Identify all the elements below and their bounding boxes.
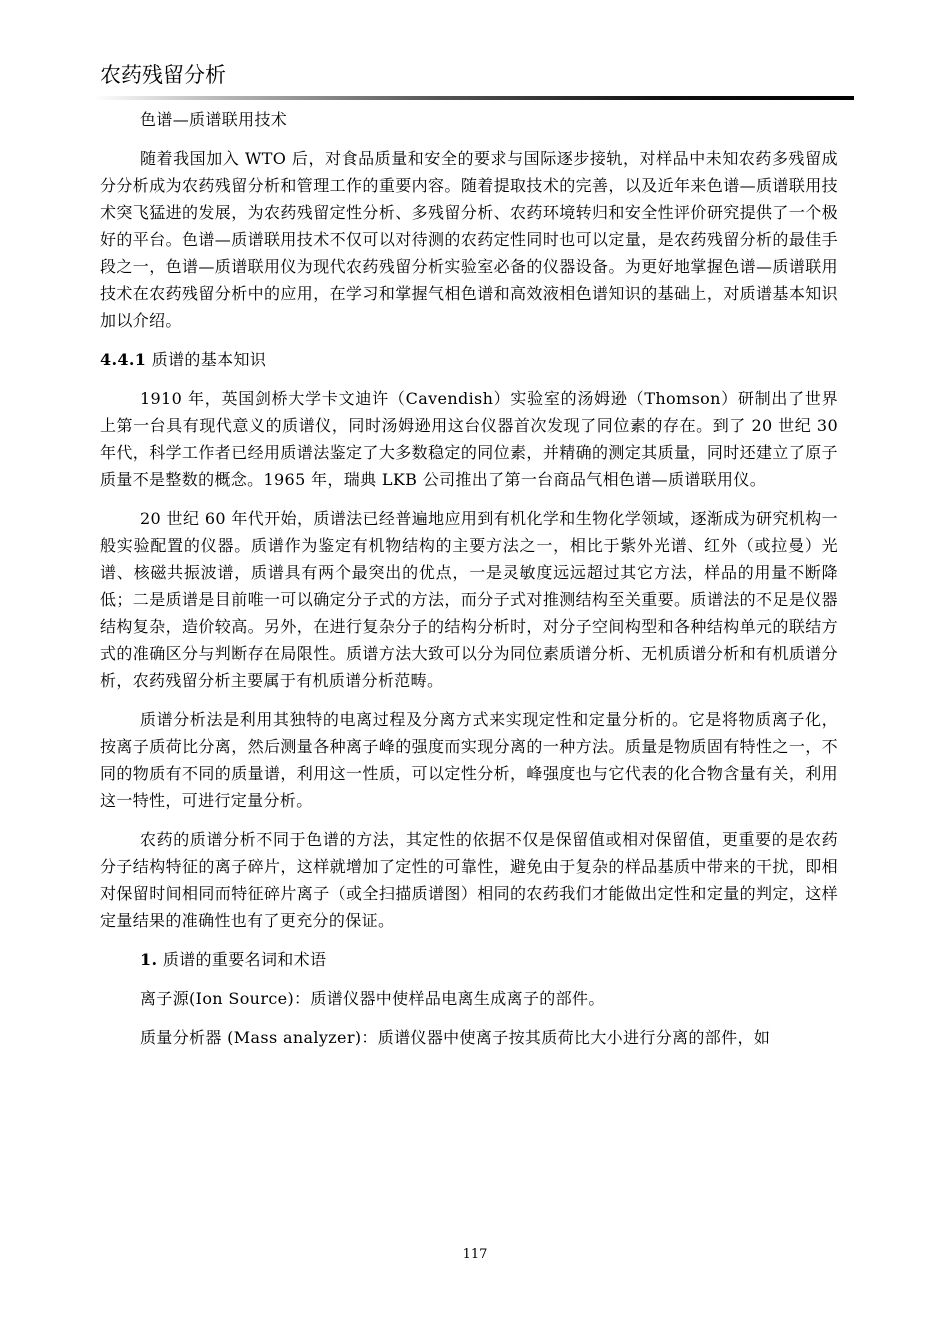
term-mass-analyzer: 质量分析器 (Mass analyzer)：质谱仪器中使离子按其质荷比大小进行分离的部件，如	[140, 1028, 771, 1047]
body-paragraph-principle: 质谱分析法是利用其独特的电离过程及分离方式来实现定性和定量分析的。它是将物质离子化，按离子质荷比分离，然后测量各种离子峰的强度而实现分离的一种方法。质量是物质固有特性之一，不同的物质有不同的质量谱，利用这一性质，可以定性分析，峰强度也与它代表的化合物含量有关，利用这一特性，可进行定量分析。	[100, 710, 838, 810]
section-title: 色谱—质谱联用技术	[140, 110, 288, 129]
intro-paragraph: 随着我国加入 WTO 后，对食品质量和安全的要求与国际逐步接轨，对样品中未知农药多残留成分分析成为农药残留分析和管理工作的重要内容。随着提取技术的完善，以及近年来色谱—质谱联用技术突飞猛进的发展，为农药残留定性分析、多残留分析、农药环境转归和安全性评价研究提供了一个极好的平台。色谱—质谱联用技术不仅可以对待测的农药定性同时也可以定量，是农药残留分析的最佳手段之一，色谱—质谱联用仪为现代农药残留分析实验室必备的仪器设备。为更好地掌握色谱—质谱联用技术在农药残留分析中的应用，在学习和掌握气相色谱和高效液相色谱知识的基础上，对质谱基本知识加以介绍。	[100, 149, 838, 330]
body-paragraph-history: 1910 年，英国剑桥大学卡文迪许（Cavendish）实验室的汤姆逊（Thomson）研制出了世界上第一台具有现代意义的质谱仪，同时汤姆逊用这台仪器首次发现了同位素的存在。到了 20 世纪 30 年代，科学工作者已经用质谱法鉴定了大多数稳定的同位素，并精确的测定其质量，同时还建立了原子质量不是整数的概念。1965 年，瑞典 LKB 公司推出了第一台商品气相色谱—质谱联用仪。	[100, 389, 838, 489]
terms-heading-title: 质谱的重要名词和术语	[162, 950, 327, 969]
page-body	[100, 106, 838, 1051]
terms-heading-number: 1.	[140, 950, 158, 969]
subsection-number: 4.4.1	[100, 350, 147, 369]
terms-heading	[100, 946, 838, 973]
body-paragraph-pesticide-ms: 农药的质谱分析不同于色谱的方法，其定性的依据不仅是保留值或相对保留值，更重要的是农药分子结构特征的离子碎片，这样就增加了定性的可靠性，避免由于复杂的样品基质中带来的干扰，即相对保留时间相同而特征碎片离子（或全扫描质谱图）相同的农药我们才能做出定性和定量的判定，这样定量结果的准确性也有了更充分的保证。	[100, 830, 838, 930]
body-paragraph-advantages: 20 世纪 60 年代开始，质谱法已经普遍地应用到有机化学和生物化学领域，逐渐成为研究机构一般实验配置的仪器。质谱作为鉴定有机物结构的主要方法之一，相比于紫外光谱、红外（或拉曼）光谱、核磁共振波谱，质谱具有两个最突出的优点，一是灵敏度远远超过其它方法，样品的用量不断降低；二是质谱是目前唯一可以确定分子式的方法，而分子式对推测结构至关重要。质谱法的不足是仪器结构复杂，造价较高。另外，在进行复杂分子的结构分析时，对分子空间构型和各种结构单元的联结方式的准确区分与判断存在局限性。质谱方法大致可以分为同位素质谱分析、无机质谱分析和有机质谱分析，农药残留分析主要属于有机质谱分析范畴。	[100, 509, 838, 690]
subsection-heading	[100, 346, 838, 373]
term-ion-source: 离子源(Ion Source)：质谱仪器中使样品电离生成离子的部件。	[140, 989, 605, 1008]
page-number: 117	[462, 1247, 488, 1262]
running-head-book-title: 农药残留分析	[100, 63, 226, 87]
subsection-title: 质谱的基本知识	[151, 350, 267, 369]
header-rule	[94, 96, 854, 100]
